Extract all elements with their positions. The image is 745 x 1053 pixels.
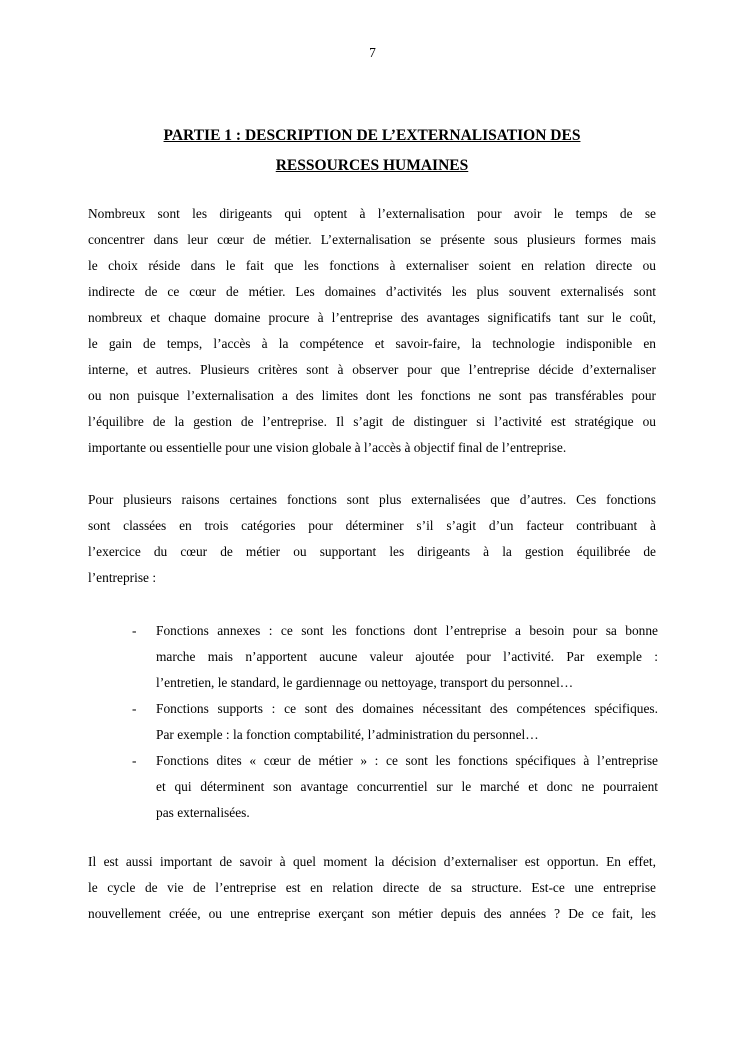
text-line: et qui déterminent son avantage concurrentiel sur le marché et donc ne pourraient xyxy=(156,779,658,794)
bullet-dash: - xyxy=(132,753,137,768)
text-line: Fonctions supports : ce sont des domaines nécessitant des compétences spécifiques. xyxy=(156,701,658,716)
text-line: le cycle de vie de l’entreprise est en relation directe de sa structure. Est-ce une entreprise xyxy=(88,880,656,895)
text-line: Fonctions annexes : ce sont les fonctions dont l’entreprise a besoin pour sa bonne xyxy=(156,623,658,638)
list-item-annexes xyxy=(88,618,658,696)
section-title xyxy=(88,121,656,181)
text-line: Fonctions dites « cœur de métier » : ce sont les fonctions spécifiques à l’entreprise xyxy=(156,753,658,768)
text-line: Nombreux sont les dirigeants qui optent à l’externalisation pour avoir le temps de se xyxy=(88,206,656,221)
text-line: l’entretien, le standard, le gardiennage ou nettoyage, transport du personnel… xyxy=(156,675,574,690)
text-line: indirecte de ce cœur de métier. Les domaines d’activités les plus souvent externalisés sont xyxy=(88,284,656,299)
text-line: pas externalisées. xyxy=(156,805,250,820)
function-list xyxy=(88,618,658,826)
text-line: interne, et autres. Plusieurs critères sont à observer pour que l’entreprise décide d’externaliser xyxy=(88,362,656,377)
section-title-line-1: PARTIE 1 : DESCRIPTION DE L’EXTERNALISATION DES xyxy=(163,127,581,144)
section-title-line-2: RESSOURCES HUMAINES xyxy=(275,157,469,174)
paragraph-timing xyxy=(88,849,656,927)
text-line: Il est aussi important de savoir à quel moment la décision d’externaliser est opportun. En effet, xyxy=(88,854,656,869)
text-line: sont classées en trois catégories pour déterminer s’il s’agit d’un facteur contribuant à xyxy=(88,518,656,533)
list-item-coeur-de-metier xyxy=(88,748,658,826)
text-line: l’entreprise : xyxy=(88,570,157,585)
text-line: marche mais n’apportent aucune valeur ajoutée pour l’activité. Par exemple : xyxy=(156,649,658,664)
list-item-supports xyxy=(88,696,658,748)
page-number: 7 xyxy=(369,45,376,60)
bullet-dash: - xyxy=(132,701,137,716)
text-line: l’équilibre de la gestion de l’entreprise. Il s’agit de distinguer si l’activité est stratégique ou xyxy=(88,414,656,429)
text-line: nombreux et chaque domaine procure à l’entreprise des avantages significatifs tant sur le coût, xyxy=(88,310,656,325)
text-line: importante ou essentielle pour une vision globale à l’accès à objectif final de l’entreprise. xyxy=(88,440,567,455)
text-line: le choix réside dans le fait que les fonctions à externaliser soient en relation directe ou xyxy=(88,258,656,273)
text-line: nouvellement créée, ou une entreprise exerçant son métier depuis des années ? De ce fait, les xyxy=(88,906,656,921)
text-line: Pour plusieurs raisons certaines fonctions sont plus externalisées que d’autres. Ces fonctions xyxy=(88,492,656,507)
text-line: le gain de temps, l’accès à la compétence et savoir-faire, la technologie indisponible en xyxy=(88,336,656,351)
text-line: l’exercice du cœur de métier ou supportant les dirigeants à la gestion équilibrée de xyxy=(88,544,656,559)
paragraph-intro xyxy=(88,201,656,461)
paragraph-categories xyxy=(88,487,656,591)
text-line: concentrer dans leur cœur de métier. L’externalisation se présente sous plusieurs formes mais xyxy=(88,232,656,247)
bullet-dash: - xyxy=(132,623,137,638)
text-line: ou non puisque l’externalisation a des limites dont les fonctions ne sont pas transférables pour xyxy=(88,388,656,403)
text-line: Par exemple : la fonction comptabilité, l’administration du personnel… xyxy=(156,727,539,742)
